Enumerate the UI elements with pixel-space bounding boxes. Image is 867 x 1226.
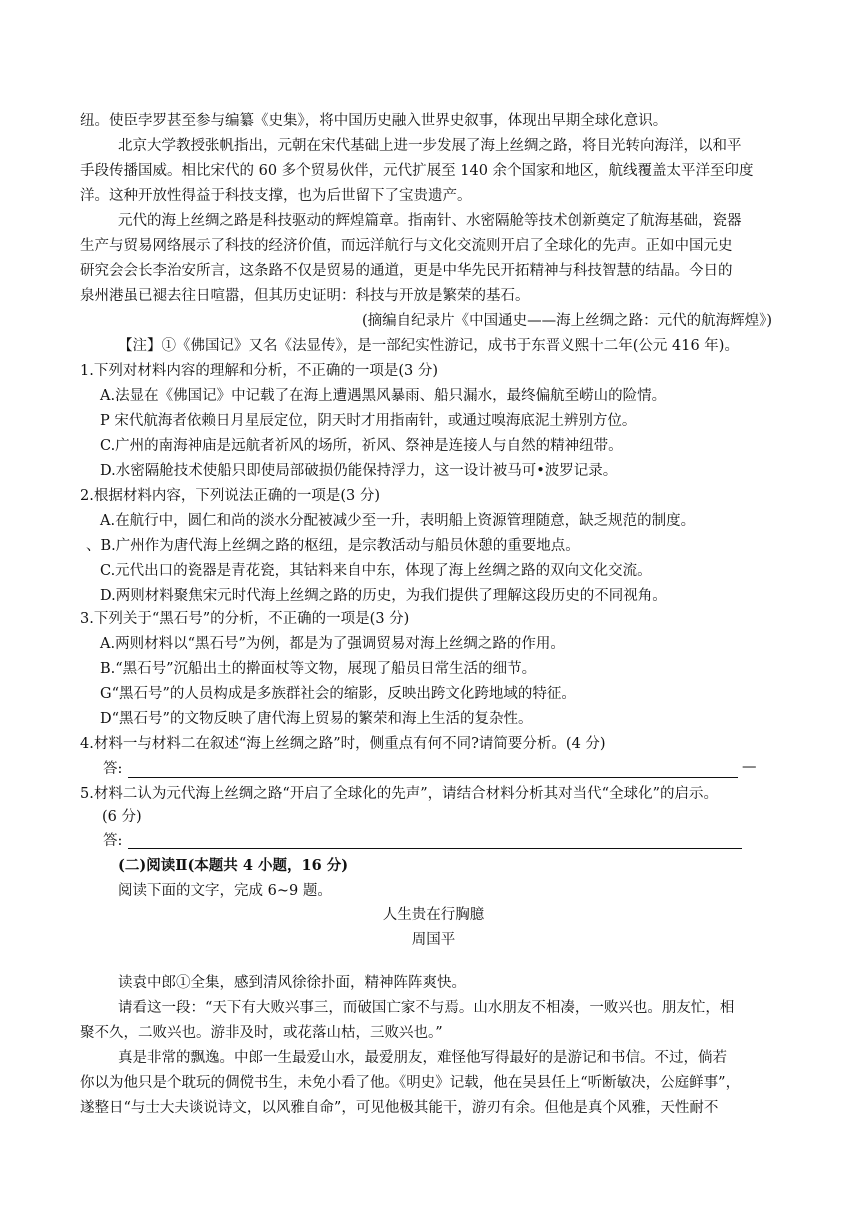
- question-1-option: P 宋代航海者依赖日月星辰定位，阴天时才用指南针，或通过嗅海底泥土辨别方位。: [100, 413, 637, 429]
- material-line: 泉州港虽已褪去往日喧嚣，但其历史证明：科技与开放是繁荣的基石。: [80, 288, 530, 304]
- material-source: (摘编自纪录片《中国通史——海上丝绸之路：元代的航海辉煌》): [361, 313, 772, 329]
- material-line: 生产与贸易网络展示了科技的经济价值，而远洋航行与文化交流则开启了全球化的先声。正如中国元史: [80, 238, 733, 254]
- question-3-option: D“黑石号”的文物反映了唐代海上贸易的繁荣和海上生活的复杂性。: [100, 711, 533, 727]
- article-author: 周国平: [411, 932, 456, 948]
- material-line: 元代的海上丝绸之路是科技驱动的辉煌篇章。指南针、水密隔舱等技术创新奠定了航海基础，瓷器: [118, 213, 742, 229]
- question-1-stem: 1.下列对材料内容的理解和分析，不正确的一项是(3 分): [80, 363, 438, 379]
- article-paragraph: 请看这一段：“天下有大败兴事三，而破国亡家不与焉。山水朋友不相凑，一败兴也。朋友忙，相: [118, 1000, 735, 1016]
- question-3-option: G“黑石号”的人员构成是多族群社会的缩影，反映出跨文化跨地域的特征。: [100, 686, 576, 702]
- question-2-option: A.在航行中，圆仁和尚的淡水分配被减少至一升，表明船上资源管理随意，缺乏规范的制度。: [100, 513, 696, 529]
- material-line: 纽。使臣孛罗甚至参与编纂《史集》，将中国历史融入世界史叙事，体现出早期全球化意识。: [80, 113, 668, 129]
- question-1-option: D.水密隔舱技术使船只即使局部破损仍能保持浮力，这一设计被马可•波罗记录。: [100, 463, 618, 479]
- question-5-score: (6 分): [102, 809, 142, 825]
- article-paragraph: 你以为他只是个耽玩的倜傥书生，未免小看了他。《明史》记载，他在吴县任上“听断敏决，公庭鲜事”，: [80, 1075, 741, 1091]
- question-1-option: C.广州的南海神庙是远航者祈风的场所，祈风、祭神是连接人与自然的精神纽带。: [100, 438, 623, 454]
- article-title: 人生贵在行胸臆: [382, 907, 485, 923]
- material-line: 洋。这种开放性得益于科技支撑，也为后世留下了宝贵遗产。: [80, 188, 472, 204]
- question-2-option: D.两则材料聚焦宋元时代海上丝绸之路的历史，为我们提供了理解这段历史的不同视角。: [100, 588, 667, 604]
- article-paragraph: 读袁中郎①全集，感到清风徐徐扑面，精神阵阵爽快。: [118, 975, 466, 991]
- question-3-option: A.两则材料以“黑石号”为例，都是为了强调贸易对海上丝绸之路的作用。: [100, 636, 565, 652]
- question-2-option: C.元代出口的瓷器是青花瓷，其钴料来自中东，体现了海上丝绸之路的双向文化交流。: [100, 563, 652, 579]
- question-1-option: A.法显在《佛国记》中记载了在海上遭遇黑风暴雨、船只漏水，最终偏航至崂山的险情。: [100, 388, 667, 404]
- section-2-heading: (二)阅读Ⅱ(本题共 4 小题，16 分): [118, 857, 349, 874]
- material-line: 手段传播国威。相比宋代的 60 多个贸易伙伴，元代扩展至 140 余个国家和地区，航线覆盖太平洋至印度: [80, 163, 754, 179]
- question-5-stem: 5.材料二认为元代海上丝绸之路“开启了全球化的先声”，请结合材料分析其对当代“全球化”的启示。: [80, 786, 718, 802]
- question-5-answer-label: 答:: [103, 833, 123, 849]
- question-2-option: 、B.广州作为唐代海上丝绸之路的枢纽，是宗教活动与船员休憩的重要地点。: [86, 538, 580, 554]
- article-paragraph: 真是非常的飘逸。中郎一生最爱山水，最爱朋友，难怪他写得最好的是游记和书信。不过，倘若: [118, 1050, 727, 1066]
- question-4-answer-label: 答:: [103, 761, 123, 777]
- question-3-stem: 3.下列关于“黑石号”的分析，不正确的一项是(3 分): [80, 611, 410, 627]
- question-5-answer-field[interactable]: [128, 848, 742, 849]
- question-2-stem: 2.根据材料内容，下列说法正确的一项是(3 分): [80, 488, 380, 504]
- material-note: 【注】①《佛国记》又名《法显传》，是一部纪实性游记，成书于东晋义熙十二年(公元 416 年)。: [118, 338, 739, 354]
- material-line: 研究会会长李治安所言，这条路不仅是贸易的通道，更是中华先民开拓精神与科技智慧的结晶。今日的: [80, 263, 733, 279]
- question-4-answer-trail: —: [742, 759, 757, 775]
- question-4-stem: 4.材料一与材料二在叙述“海上丝绸之路”时，侧重点有何不同?请简要分析。(4 分): [80, 736, 606, 752]
- article-paragraph: 聚不久，二败兴也。游非及时，或花落山枯，三败兴也。”: [80, 1025, 443, 1041]
- question-4-answer-field[interactable]: [128, 777, 738, 778]
- section-2-instruction: 阅读下面的文字，完成 6~9 题。: [118, 883, 332, 899]
- material-line: 北京大学教授张帆指出，元朝在宋代基础上进一步发展了海上丝绸之路，将目光转向海洋，以和平: [118, 138, 742, 154]
- question-3-option: B.“黑石号”沉船出土的擀面杖等文物，展现了船员日常生活的细节。: [100, 661, 537, 677]
- article-paragraph: 遂整日“与士大夫谈说诗文，以风雅自命”，可见他极其能干，游刃有余。但他是真个风雅，天性耐不: [80, 1100, 719, 1116]
